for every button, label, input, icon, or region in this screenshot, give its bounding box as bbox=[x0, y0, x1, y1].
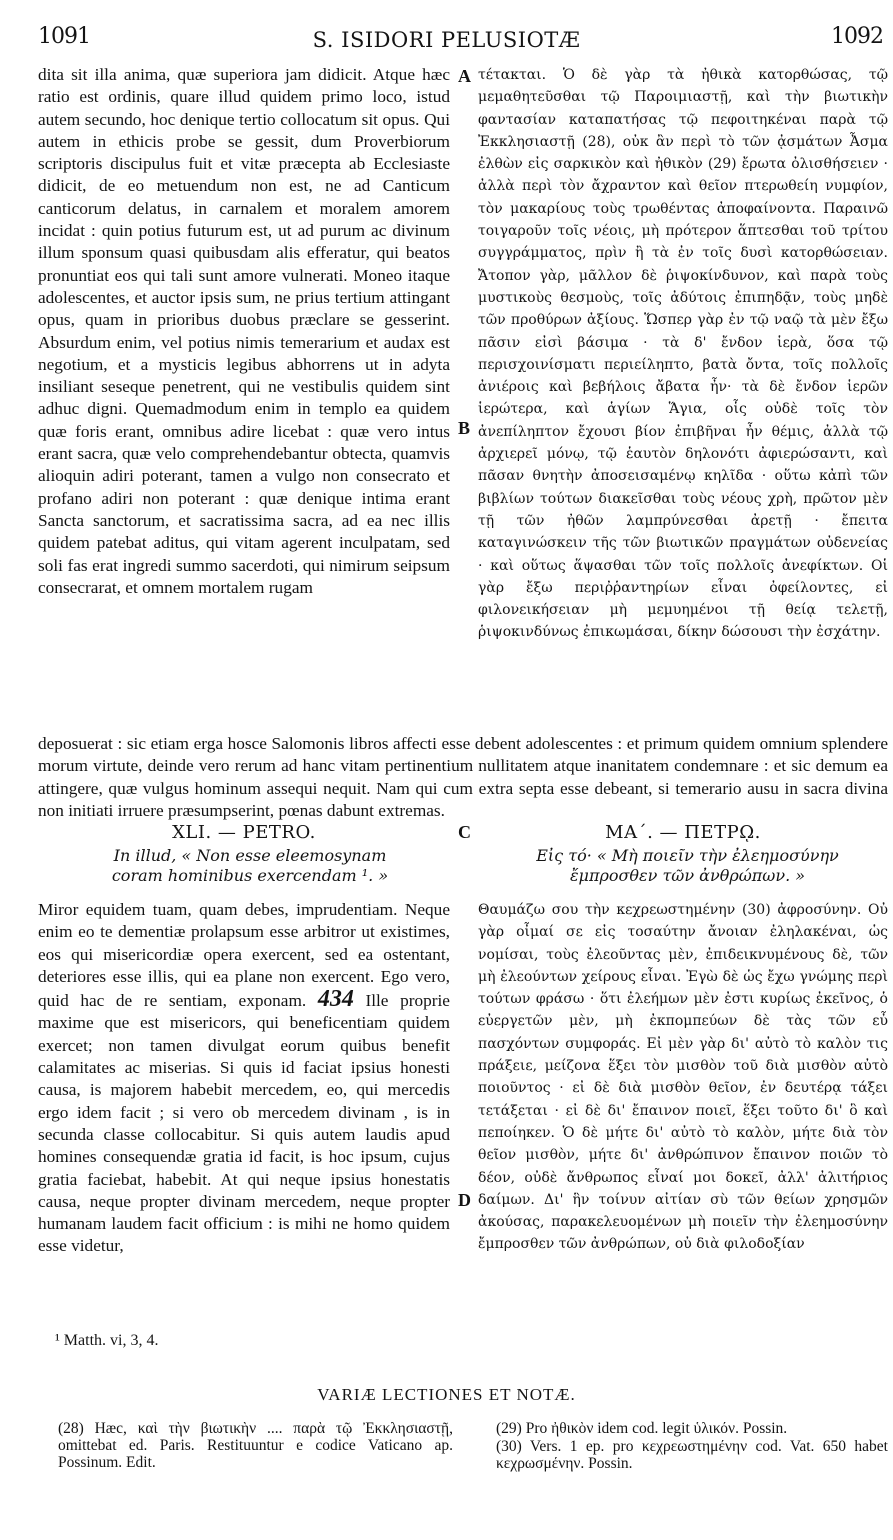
variant-note-30: (30) Vers. 1 ep. pro κεχρεωστημένην cod. Vat. 650 habet κεχρωσμένην. Possin. bbox=[496, 1438, 888, 1472]
latin-column-top: dita sit illa anima, quæ superiora jam didicit. Atque hæc ratio est ordinis, quare illud quidem primo loco, istud autem secundo, hoc denique tertio collocatum sit opus. Qui autem in ethicis probe se gessit, dum Proverbiorum scriptoris discipulus fuit et vitæ præcepta ab Ecclesiaste didicit, de eo metuendum non est, ne ad Canticum canticorum delatus, in carnalem et moralem amorem incidat : quin potius futurum est, ut ad purum ac divinum illum sponsum quasi quibusdam alis efferatur, qui beatos pronuntiat eos qui tali sunt amore vulnerati. Moneo itaque adolescentes, et auctor ipsis sum, ne prius tertium attingant opus, quam in prioribus duobus præclare se gesserint. Absurdum enim, vel potius nimis temerarium et audax est negotium, et a mysticis legibus abhorrens ut in adyta insiliant seseque penetrent, qui ne vestibulis quidem sint adhuc digni. Quemadmodum enim in templo ea quidem quæ foris erant, omnibus adire licebat : quæ vero intus erant sacra, quæ velo comprehendebantur obtecta, quamvis alioquin adiri poterant, tamen a vulgo non consecrato et profano adiri non poterant : quæ denique intima erant Sancta sanctorum, et sacratissima sacra, ad ea nec illis quidem patebat aditus, qui vitam agerent inculpatam, sed soli fas erat ingredi summo sacerdoti, qui nimirum seipsum consecrarat, et omnem mortalem rugam bbox=[38, 65, 450, 597]
latin-letter-heading: XLI. — PETRO. bbox=[172, 822, 316, 843]
variae-title: VARIÆ LECTIONES ET NOTÆ. bbox=[317, 1385, 576, 1404]
greek-letter-heading: ΜΑ΄. — ΠΕΤΡῼ. bbox=[605, 822, 761, 843]
greek-letter-body: Θαυμάζω σου τὴν κεχρεωστημένην (30) ἀφροσύνην. Οὐ γὰρ οἶμαί σε εἰς τοσαύτην ἄνοιαν ἐληλακέναι, ὡς νομίσαι, τοὺς ἐλεοῦντας μὲν, ἐπιδεικνυμένους δὲ, τῶν μὴ ἐλεούντων χείρους εἶναι. Ἐγὼ δὲ ὡς ἔχω γνώμης περὶ τούτων φράσω · ὅτι ἐλεήμων μὲν ἐστι κυρίως ἐκεῖνος, ὁ εὐεργετῶν μὲν, μὴ ἐκπομπεύων δὲ τὰς τῶν εὖ πασχόντων συμφοράς. Εἰ μὲν γὰρ δι' αὐτὸ τὸ καλὸν τις πράξειε, μείζονα ἕξει τὸν μισθὸν τοῦ διὰ μισθὸν αὐτὸ ποιοῦντος · εἰ δὲ διὰ μισθὸν θεῖον, ἐν δευτέρᾳ τάξει τετάξεται · εἰ δὲ δι' ἔπαινον ποιεῖ, ἕξει τοῦτο δι' ὃ καὶ πεποίηκεν. Ὁ δὲ μήτε δι' αὐτὸ τὸ καλὸν, μήτε διὰ τὸν θεῖον μισθὸν, μήτε δι' ἀνθρώπινον ἔπαινον ποιῶν τὸ δέον, οὐδὲ ἄνθρωπος εἶναί μοι δοκεῖ, ἀλλ' ἀλιτήριος δαίμων. Δι' ἣν τοίνυν αἰτίαν σὺ τῶν θείων χρησμῶν ἀκούσας, παρακελευομένων μὴ ποιεῖν τὴν ἐλεημοσύνην ἔμπροσθεν τῶν ἀνθρώπων, οὐ διὰ φιλοδοξίαν bbox=[478, 902, 888, 1253]
margin-letter-a: A bbox=[458, 66, 471, 86]
left-page-number: 1091 bbox=[38, 24, 90, 49]
running-title: S. ISIDORI PELUSIOTÆ bbox=[312, 28, 581, 52]
margin-letter-d: D bbox=[458, 1190, 471, 1210]
latin-letter-body bbox=[38, 899, 450, 1258]
footnote: ¹ Matth. vi, 3, 4. bbox=[55, 1332, 159, 1349]
greek-column-top: τέτακται. Ὁ δὲ γὰρ τὰ ἠθικὰ κατορθώσας, τῷ μεμαθητεῦσθαι τῷ Παροιμιαστῇ, καὶ τὴν βιωτικὴν φαντασίαν καταπατήσας τῷ πεφοιτηκέναι παρὰ τῷ Ἐκκλησιαστῇ (28), οὐκ ἂν περὶ τὸ τῶν ᾀσμάτων Ἆσμα ἐλθὼν εἰς σαρκικὸν καὶ ἠθικὸν (29) ἔρωτα ὀλισθήσειεν · ἀλλὰ περὶ τὸν ἄχραντον καὶ θεῖον πτερωθείη νυμφίον, τὸν μακαρίους τοὺς τρωθέντας ἀποφαίνοντα. Παραινῶ τοιγαροῦν τοῖς νέοις, μὴ πρότερον ἅπτεσθαι τοῦ τρίτου συγγράμματος, πρὶν ἢ τὰ ἐν τοῖς δυσὶ κατορθώσειαν. Ἄτοπον γὰρ, μᾶλλον δὲ ῥιψοκίνδυνον, καὶ παρὰ τοὺς μυστικοὺς θεσμοὺς, τοῖς ἀδύτοις ἐπιπηδᾷν, τοὺς μηδὲ τῶν προθύρων ἀξίους. Ὥσπερ γὰρ ἐν τῷ ναῷ τὰ μὲν ἔξω πᾶσιν εἰσὶ βάσιμα · τὰ δ' ἔνδον ἱερὰ, ὅσα τῷ περισχοινίσματι περιείληπτο, βατὰ ὄντα, τοῖς πολλοῖς ἀνιέροις καὶ βεβήλοις ἄβατα ἦν· τὰ δὲ ἔνδον ἱερῶν ἱερώτερα, καὶ ἁγίων Ἅγια, οἷς οὐδὲ τοῖς τὸν ἀνεπίληπτον ἔχουσι βίον ἐπιβῆναι ἦν θέμις, ἀλλὰ τῷ ἀρχιερεῖ μόνῳ, τῷ ἑαυτὸν δηλονότι ἀφιερώσαντι, καὶ πᾶσαν θνητὴν ἀποσεισαμένῳ κηλῖδα · οὕτω κἀπὶ τῶν βιβλίων τούτων διακεῖσθαι τοὺς νέους χρὴ, πρῶτον μὲν τῇ τῶν ἠθῶν λαμπρύνεσθαι ἀρετῇ · ἔπειτα καταγινώσκειν τῆς τῶν βιωτικῶν πραγμάτων οὐδενείας · καὶ οὕτως ἅψασθαι τῶν τοῖς πολλοῖς ἀνεφίκτων. Οἱ γὰρ ἔξω περιῤῥαντηρίων εἶναι ὀφείλοντες, εἰ φιλονεικήσειαν μὴ μεμυημένοι τῇ θείᾳ τελετῇ, ῥιψοκινδύνως ἐπικωμάσαι, δίκην δώσουσι τὴν ἐσχάτην. bbox=[478, 67, 888, 641]
latin-letter-text-2: Ille proprie maxime que est misericors, qui beneficentiam quidem exercet; non tamen divulgat eorum quibus benefit calamitates ac miserias. Si quis id faciat ipsius honesti causa, is majorem habebit mercedem, eo, qui mercedis ergo idem facit ; si vero ob mercedem divinam , is in secunda classe collocabitur. Si quis autem laudis apud homines consequendæ gratia id facit, is hoc ipsum, cujus gratia faciebat, habebit. At qui neque ipsius honestatis causa, neque propter divinam mercedem, neque propter humanam laudem facit officium : is mihi ne homo quidem esse videtur, bbox=[38, 991, 450, 1256]
margin-letter-c: C bbox=[458, 822, 471, 842]
variant-note-29: (29) Pro ἠθικὸν idem cod. legit ὑλικόν. Possin. bbox=[496, 1420, 788, 1437]
page-header bbox=[0, 4, 893, 54]
latin-letter-text-1: Miror equidem tuam, quam debes, imprudentiam. Neque enim eo te dementiæ prolapsum esse arbitror ut existimes, eos qui misericordiæ opera exercent, sed ea ostentant, deteriores esse illis, qui ea plane non exercent. Ego vero, quid hac de re sentiam, exponam. bbox=[38, 900, 450, 1011]
right-page-number: 1092 bbox=[831, 24, 883, 49]
variant-note-28: (28) Hæc, καὶ τὴν βιωτικὴν .... παρὰ τῷ Ἐκκλησιαστῇ, omittebat ed. Paris. Restituuntur e codice Vaticano ap. Possinum. Edit. bbox=[58, 1420, 453, 1471]
latin-letter-subheading: In illud, « Non esse eleemosynam coram hominibus exercendam ¹. » bbox=[111, 846, 389, 885]
margin-letter-b: B bbox=[458, 418, 471, 438]
latin-full-width-continuation: deposuerat : sic etiam erga hosce Salomonis libros affecti esse debent adolescentes : et primum quidem omnium splendere morum virtute, deinde vero rerum ad hanc vitam pertinentium nullitatem atque inanitatem condemnare : et sic demum ea attingere, quæ vulgus hominum assequi nequit. Nam qui cum extra septa esse debeant, si temerario ausu in sacra divina non initiati irruere præsumpserint, pœnas dabunt extremas. bbox=[38, 734, 888, 820]
column-marker-434: 434 bbox=[317, 986, 354, 1013]
greek-letter-subheading: Εἰς τό· « Μὴ ποιεῖν τὴν ἐλεημοσύνην ἔμπροσθεν τῶν ἀνθρώπων. » bbox=[536, 846, 839, 885]
